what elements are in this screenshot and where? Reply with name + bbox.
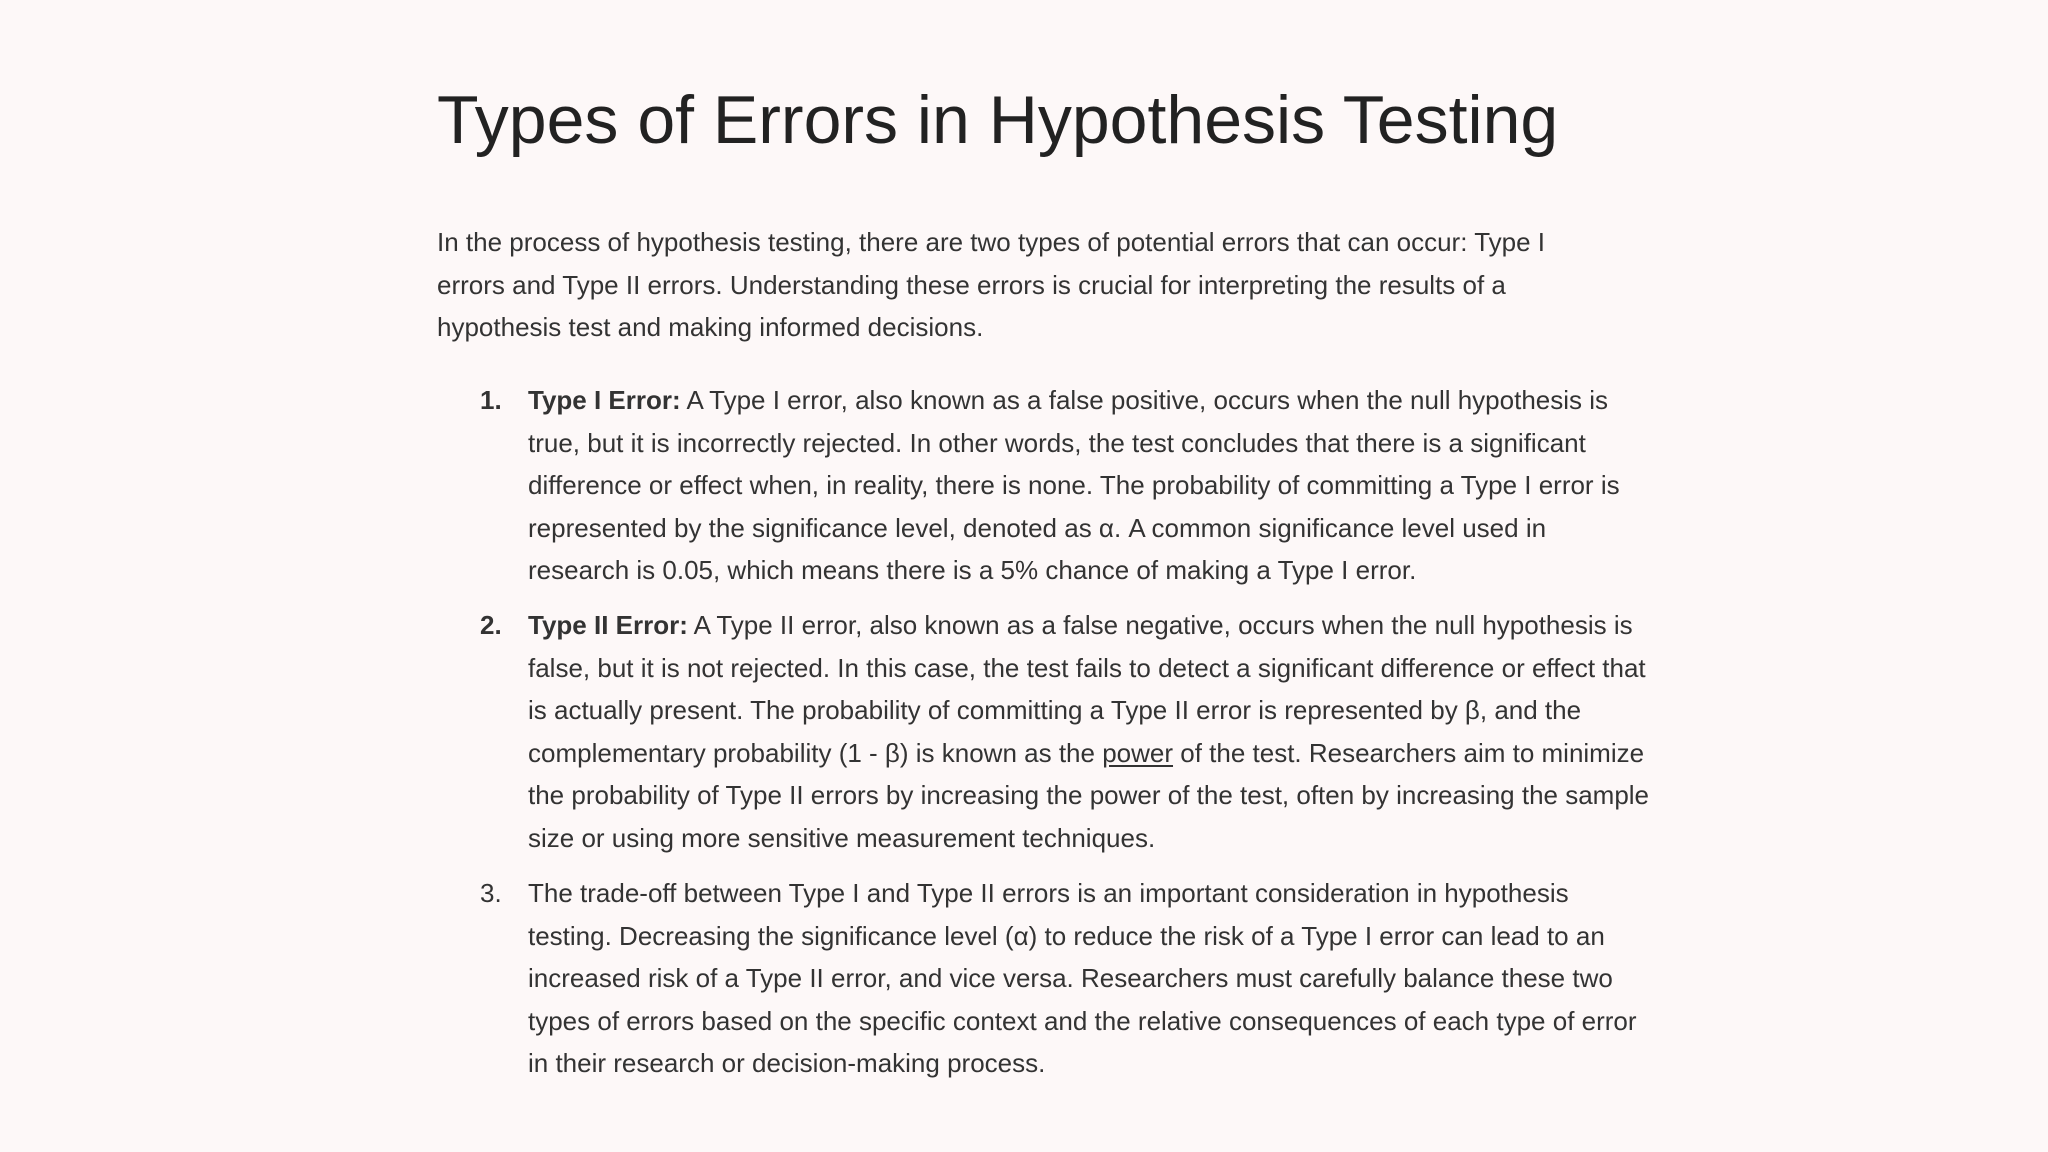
power-link[interactable]: power xyxy=(1102,737,1174,768)
type-1-error-description: A Type I error, also known as a false positive, occurs when the null hypothesis is true, but it is incorrectly rejected. In other words, the test concludes that there is a significant difference or effect when, in reality, there is none. The probability of committing a Type I error is represented by the significance level, denoted as α. A common significance level used in research is 0.05, which means there is a 5% chance of making a Type I error. xyxy=(528,385,1620,585)
type-2-error-description-start: A Type II error, also known as a false negative, occurs when the null hypothesis is false, but it is not rejected. In this case, the test fails to detect a significant difference or effect that is actually present. The probability of committing a Type II error is represented by β, and the complementary probability (1 - β) is known as the xyxy=(528,610,1646,768)
list-number: 1. xyxy=(480,385,502,415)
list-item-body xyxy=(528,872,1654,1085)
list-item-body xyxy=(528,379,1654,592)
page-title: Types of Errors in Hypothesis Testing xyxy=(437,82,1559,158)
term-type-2-error: Type II Error: xyxy=(528,610,688,640)
type-2-error-description-end: of the test. Researchers aim to minimize the probability of Type II errors by increasing the power of the test, often by increasing the sample size or using more sensitive measurement techniques. xyxy=(528,737,1650,853)
list-number: 2. xyxy=(480,610,502,640)
trade-off-description: The trade-off between Type I and Type II errors is an important consideration in hypothesis testing. Decreasing the significance level (α) to reduce the risk of a Type I error can lead to an increased risk of a Type II error, and vice versa. Researchers must carefully balance these two types of errors based on the specific context and the relative consequences of each type of error in their research or decision-making process. xyxy=(528,878,1637,1078)
list-item-body xyxy=(528,604,1654,859)
list-number: 3. xyxy=(480,878,502,908)
term-type-1-error: Type I Error: xyxy=(528,385,681,415)
intro-paragraph: In the process of hypothesis testing, there are two types of potential errors that can occur: Type I errors and Type II errors. Understanding these errors is crucial for interpreting the results of a hypothesis test and making informed decisions. xyxy=(437,227,1546,342)
